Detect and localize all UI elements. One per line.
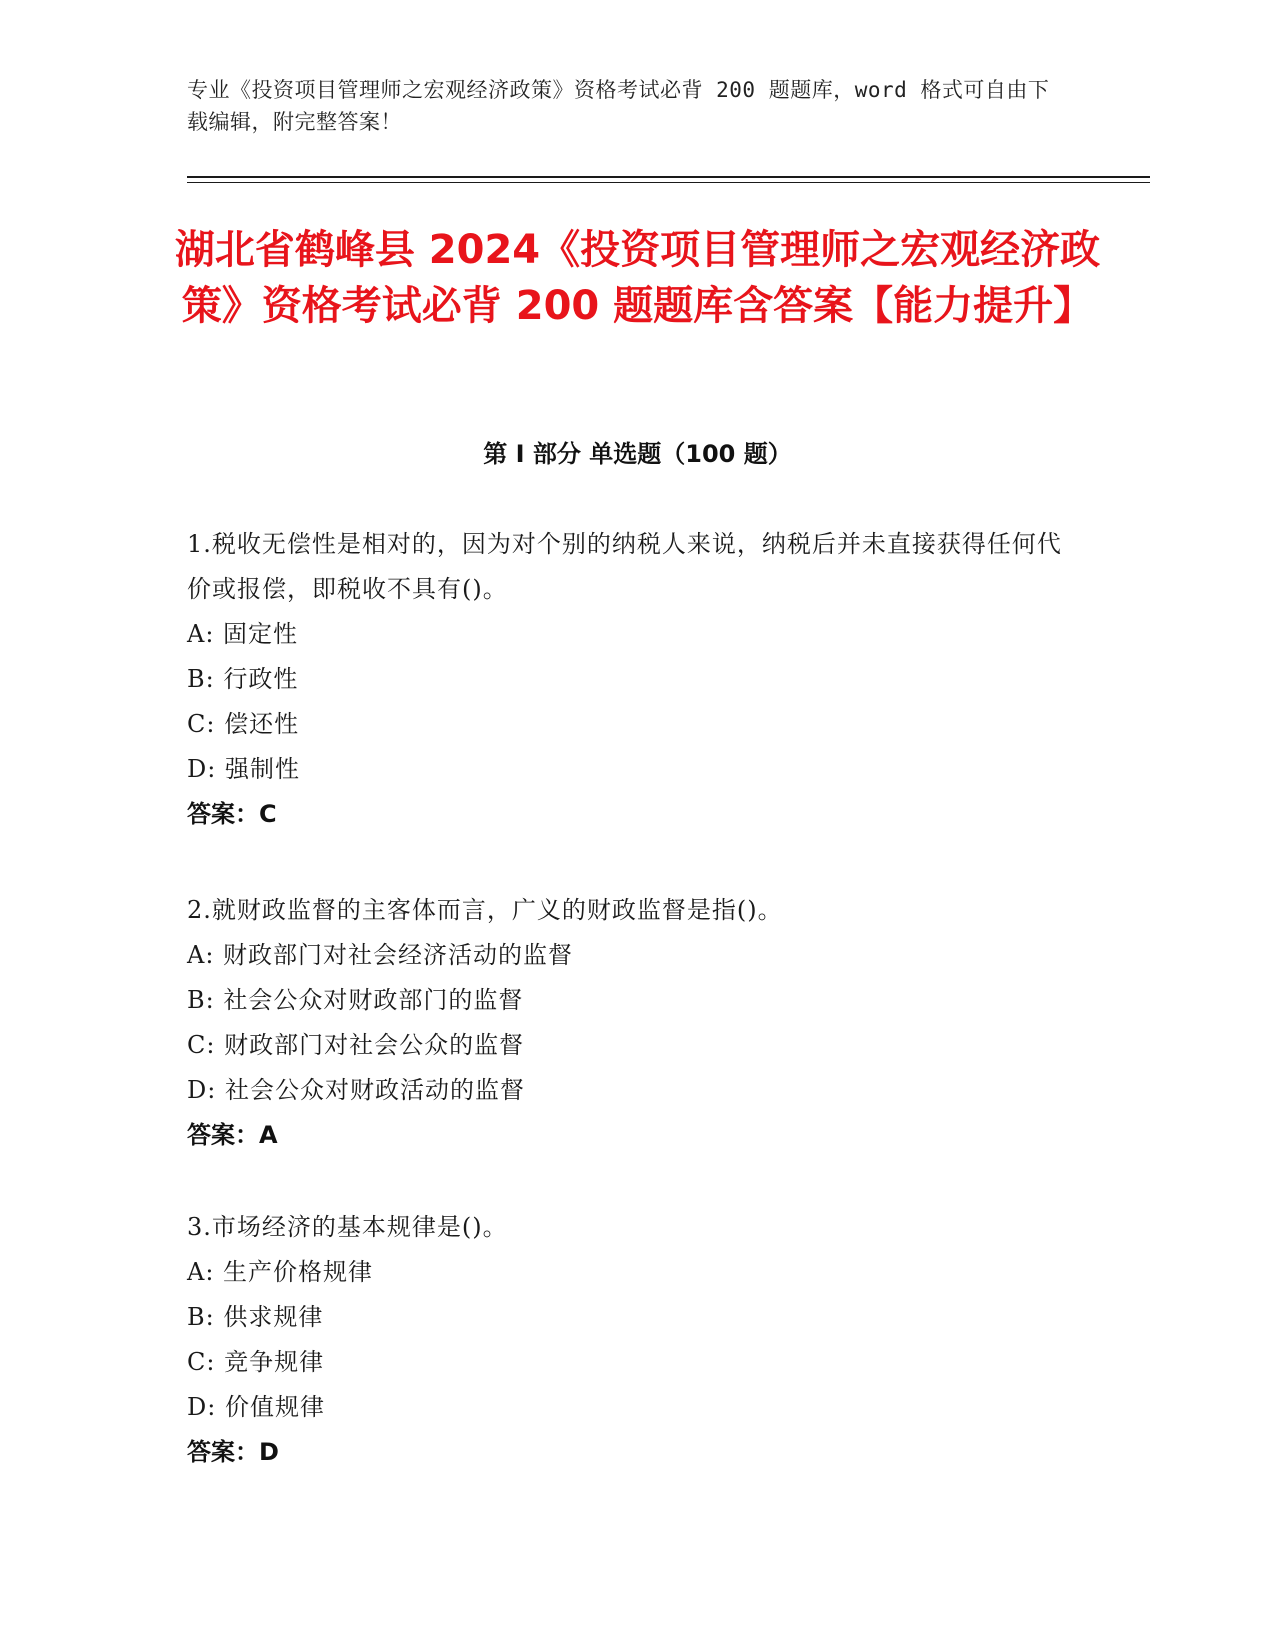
option-d: D: 社会公众对财政活动的监督 (187, 1076, 525, 1104)
option-d: D: 强制性 (187, 755, 300, 783)
header-rule-thin (187, 182, 1150, 183)
answer-line: 答案：D (187, 1438, 279, 1466)
option-a: A: 固定性 (187, 620, 299, 648)
option-b: B: 行政性 (187, 665, 299, 693)
option-a: A: 生产价格规律 (187, 1258, 374, 1286)
option-b: B: 社会公众对财政部门的监督 (187, 986, 524, 1014)
question-block (187, 1205, 1077, 1475)
option-c: C: 财政部门对社会公众的监督 (187, 1031, 525, 1059)
header-rule-thick (187, 176, 1150, 178)
question-block (187, 888, 1077, 1158)
option-c: C: 竞争规律 (187, 1348, 325, 1376)
option-d: D: 价值规律 (187, 1393, 325, 1421)
option-b: B: 供求规律 (187, 1303, 324, 1331)
question-block (187, 522, 1077, 837)
question-stem: 2.就财政监督的主客体而言，广义的财政监督是指()。 (187, 896, 783, 924)
header-note: 专业《投资项目管理师之宏观经济政策》资格考试必背 200 题题库，word 格式可自由下载编辑，附完整答案！ (187, 78, 1050, 134)
answer-line: 答案：A (187, 1121, 278, 1149)
option-c: C: 偿还性 (187, 710, 300, 738)
section-title: 第 I 部分 单选题（100 题） (483, 440, 792, 468)
option-a: A: 财政部门对社会经济活动的监督 (187, 941, 574, 969)
answer-line: 答案：C (187, 800, 277, 828)
question-stem: 3.市场经济的基本规律是()。 (187, 1213, 508, 1241)
question-stem: 1.税收无偿性是相对的，因为对个别的纳税人来说，纳税后并未直接获得任何代价或报偿，即税收不具有()。 (187, 530, 1062, 603)
document-title: 湖北省鹤峰县 2024《投资项目管理师之宏观经济政策》资格考试必背 200 题题库含答案【能力提升】 (174, 227, 1101, 329)
